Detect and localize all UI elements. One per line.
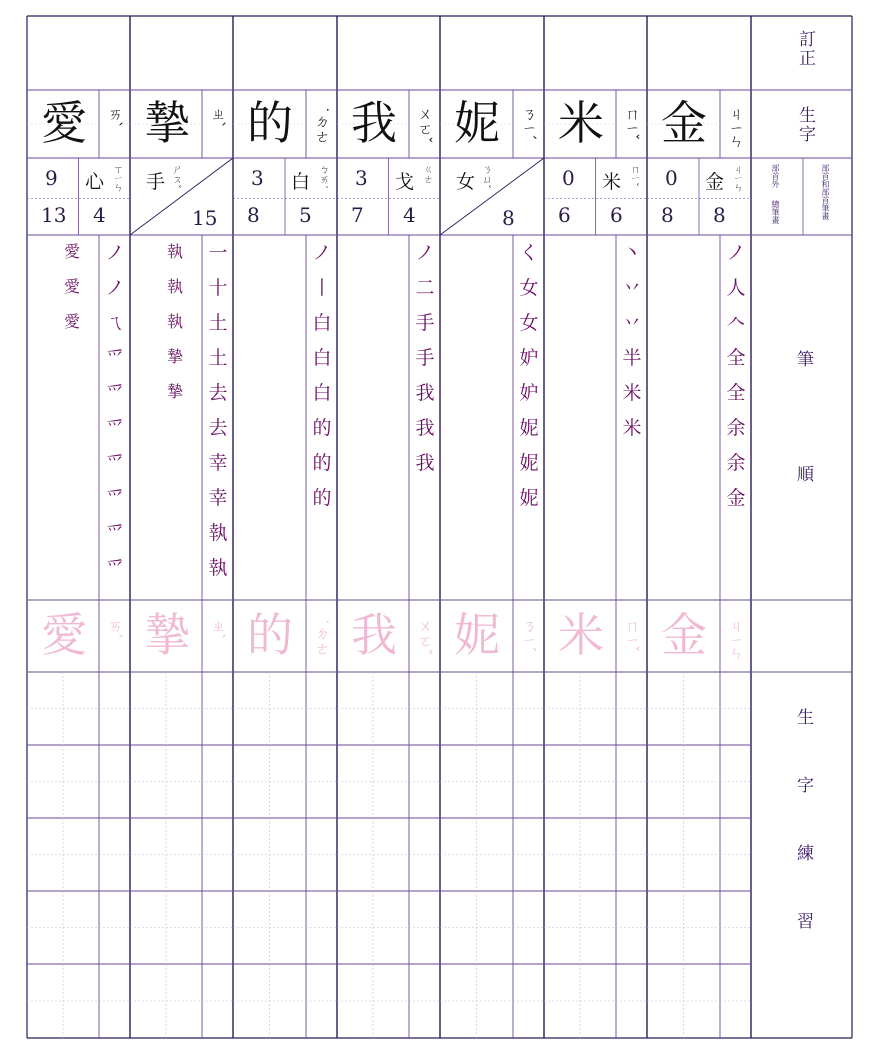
stroke-0-4: 爫 bbox=[105, 382, 125, 404]
radical-1: 手 bbox=[146, 171, 166, 193]
stroke-5-4: 米 bbox=[622, 382, 642, 404]
stroke-5-1: 丷 bbox=[622, 277, 642, 299]
practice-label-0: 生 bbox=[793, 708, 813, 727]
stroke-alt-1-3: 摯 bbox=[166, 347, 183, 366]
radical-zhuyin-1: ㄕㄡˇ bbox=[170, 164, 181, 189]
ghost-zhuyin-0: ㄞˋ bbox=[106, 618, 124, 641]
stroke-6-6: 余 bbox=[726, 452, 746, 474]
stroke-6-0: ノ bbox=[726, 242, 746, 264]
char-1: 摯 bbox=[144, 96, 190, 150]
stroke-1-1: 十 bbox=[208, 277, 228, 299]
stroke-2-2: 白 bbox=[312, 312, 332, 334]
radical-zhuyin-5: ㄇㄧˇ bbox=[628, 164, 639, 187]
radical-strokes-6: 8 bbox=[713, 203, 726, 227]
stroke-2-6: 的 bbox=[312, 452, 332, 474]
practice-label-1: 字 bbox=[793, 776, 813, 795]
zhuyin-1: ㄓˋ bbox=[209, 106, 227, 129]
ghost-char-3: 我 bbox=[351, 608, 397, 662]
total-strokes-3: 7 bbox=[351, 203, 364, 227]
stroke-3-4: 我 bbox=[415, 382, 435, 404]
stroke-6-3: 全 bbox=[726, 347, 746, 369]
stroke-5-5: 米 bbox=[622, 417, 642, 439]
char-0: 愛 bbox=[41, 96, 87, 150]
total-strokes-2: 8 bbox=[247, 203, 260, 227]
stroke-6-4: 全 bbox=[726, 382, 746, 404]
stroke-4-4: 妒 bbox=[519, 382, 539, 404]
char-3: 我 bbox=[351, 96, 397, 150]
radical-zhuyin-4: ㄋㄩˇ bbox=[480, 164, 491, 189]
stroke-4-0: く bbox=[519, 242, 539, 264]
stroke-0-2: ㄟ bbox=[105, 312, 125, 334]
stroke-0-7: 爫 bbox=[105, 487, 125, 509]
radical-extra-0: 9 bbox=[45, 166, 58, 190]
stroke-alt-0-2: 愛 bbox=[63, 312, 80, 331]
practice-label-3: 習 bbox=[793, 912, 813, 931]
radical-extra-2: 3 bbox=[251, 166, 264, 190]
radical-0: 心 bbox=[85, 171, 105, 193]
char-6: 金 bbox=[661, 96, 707, 150]
legend-total-strokes: 總筆畫 bbox=[771, 200, 780, 224]
char-2: 的 bbox=[247, 96, 293, 150]
radical-5: 米 bbox=[602, 171, 622, 193]
stroke-4-6: 妮 bbox=[519, 452, 539, 474]
stroke-1-9: 執 bbox=[208, 557, 228, 579]
stroke-0-5: 爫 bbox=[105, 417, 125, 439]
radical-strokes-0: 4 bbox=[93, 203, 106, 227]
stroke-0-8: 爫 bbox=[105, 522, 125, 544]
radical-6: 金 bbox=[705, 171, 725, 193]
stroke-3-1: 二 bbox=[415, 277, 435, 299]
ghost-char-2: 的 bbox=[247, 608, 293, 662]
stroke-0-6: 爫 bbox=[105, 452, 125, 474]
stroke-1-3: 土 bbox=[208, 347, 228, 369]
radical-zhuyin-6: ㄐㄧㄣ bbox=[731, 164, 742, 192]
stroke-3-5: 我 bbox=[415, 417, 435, 439]
total-strokes-6: 8 bbox=[661, 203, 674, 227]
stroke-1-2: 土 bbox=[208, 312, 228, 334]
radical-strokes-3: 4 bbox=[403, 203, 416, 227]
total-strokes-4: 8 bbox=[502, 206, 515, 230]
stroke-3-0: ノ bbox=[415, 242, 435, 264]
new-char-label: 生字 bbox=[795, 106, 815, 144]
stroke-4-5: 妮 bbox=[519, 417, 539, 439]
stroke-2-1: 丨 bbox=[312, 277, 332, 299]
legend-radical-outside: 部首外 bbox=[771, 164, 780, 188]
ghost-zhuyin-6: ㄐㄧㄣ bbox=[727, 618, 745, 660]
radical-extra-3: 3 bbox=[355, 166, 368, 190]
ghost-zhuyin-1: ㄓˋ bbox=[209, 618, 227, 641]
stroke-6-7: 金 bbox=[726, 487, 746, 509]
ghost-char-1: 摯 bbox=[144, 608, 190, 662]
radical-2: 白 bbox=[291, 171, 311, 193]
stroke-order-label-0: 筆 bbox=[793, 350, 813, 369]
stroke-1-6: 幸 bbox=[208, 452, 228, 474]
ghost-char-5: 米 bbox=[558, 608, 604, 662]
stroke-1-4: 去 bbox=[208, 382, 228, 404]
char-4: 妮 bbox=[454, 96, 500, 150]
zhuyin-5: ㄇㄧˇ bbox=[623, 106, 641, 141]
radical-4: 女 bbox=[456, 171, 476, 193]
total-strokes-5: 6 bbox=[558, 203, 571, 227]
stroke-2-4: 白 bbox=[312, 382, 332, 404]
stroke-5-2: 丷 bbox=[622, 312, 642, 334]
stroke-alt-0-0: 愛 bbox=[63, 242, 80, 261]
stroke-alt-1-1: 執 bbox=[166, 277, 183, 296]
zhuyin-3: ㄨㄛˇ bbox=[416, 106, 434, 144]
stroke-3-2: 手 bbox=[415, 312, 435, 334]
ghost-zhuyin-4: ㄋㄧˊ bbox=[520, 618, 538, 653]
stroke-6-5: 余 bbox=[726, 417, 746, 439]
practice-label-2: 練 bbox=[793, 844, 813, 863]
stroke-2-7: 的 bbox=[312, 487, 332, 509]
stroke-order-label-1: 順 bbox=[793, 465, 813, 484]
total-strokes-0: 13 bbox=[41, 203, 67, 227]
stroke-6-1: 人 bbox=[726, 277, 746, 299]
radical-extra-6: 0 bbox=[665, 166, 678, 190]
radical-strokes-2: 5 bbox=[299, 203, 312, 227]
zhuyin-6: ㄐㄧㄣ bbox=[727, 106, 745, 148]
stroke-4-7: 妮 bbox=[519, 487, 539, 509]
zhuyin-2: ˙ㄉㄜ bbox=[313, 106, 331, 144]
stroke-1-5: 去 bbox=[208, 417, 228, 439]
stroke-3-6: 我 bbox=[415, 452, 435, 474]
stroke-4-3: 妒 bbox=[519, 347, 539, 369]
stroke-alt-1-2: 執 bbox=[166, 312, 183, 331]
ghost-char-6: 金 bbox=[661, 608, 707, 662]
ghost-zhuyin-2: ˙ㄉㄜ bbox=[313, 618, 331, 656]
stroke-2-0: ノ bbox=[312, 242, 332, 264]
stroke-3-3: 手 bbox=[415, 347, 435, 369]
stroke-2-3: 白 bbox=[312, 347, 332, 369]
stroke-6-2: 𠆢 bbox=[726, 312, 746, 334]
stroke-1-7: 幸 bbox=[208, 487, 228, 509]
char-5: 米 bbox=[558, 96, 604, 150]
stroke-0-0: ノ bbox=[105, 242, 125, 264]
ghost-zhuyin-3: ㄨㄛˇ bbox=[416, 618, 434, 656]
ghost-zhuyin-5: ㄇㄧˇ bbox=[623, 618, 641, 653]
stroke-alt-1-0: 執 bbox=[166, 242, 183, 261]
stroke-4-1: 女 bbox=[519, 277, 539, 299]
stroke-5-0: 丶 bbox=[622, 242, 642, 264]
stroke-2-5: 的 bbox=[312, 417, 332, 439]
stroke-0-3: 爫 bbox=[105, 347, 125, 369]
stroke-5-3: 半 bbox=[622, 347, 642, 369]
radical-zhuyin-2: ㄅㄞˊ bbox=[317, 164, 328, 189]
stroke-0-1: ノ bbox=[105, 277, 125, 299]
radical-3: 戈 bbox=[395, 171, 415, 193]
stroke-alt-1-4: 摯 bbox=[166, 382, 183, 401]
ghost-char-4: 妮 bbox=[454, 608, 500, 662]
total-strokes-1: 15 bbox=[192, 206, 218, 230]
stroke-0-9: 爫 bbox=[105, 557, 125, 579]
radical-zhuyin-0: ㄒㄧㄣ bbox=[111, 164, 122, 192]
radical-extra-5: 0 bbox=[562, 166, 575, 190]
stroke-4-2: 女 bbox=[519, 312, 539, 334]
stroke-1-0: 一 bbox=[208, 242, 228, 264]
stroke-1-8: 執 bbox=[208, 522, 228, 544]
zhuyin-4: ㄋㄧˊ bbox=[520, 106, 538, 141]
radical-strokes-5: 6 bbox=[610, 203, 623, 227]
radical-zhuyin-3: ㄍㄜ bbox=[421, 164, 432, 184]
zhuyin-0: ㄞˋ bbox=[106, 106, 124, 129]
correction-label: 訂正 bbox=[795, 30, 815, 68]
ghost-char-0: 愛 bbox=[41, 608, 87, 662]
legend-radical-strokes: 部首和部首筆畫 bbox=[821, 164, 830, 220]
stroke-alt-0-1: 愛 bbox=[63, 277, 80, 296]
